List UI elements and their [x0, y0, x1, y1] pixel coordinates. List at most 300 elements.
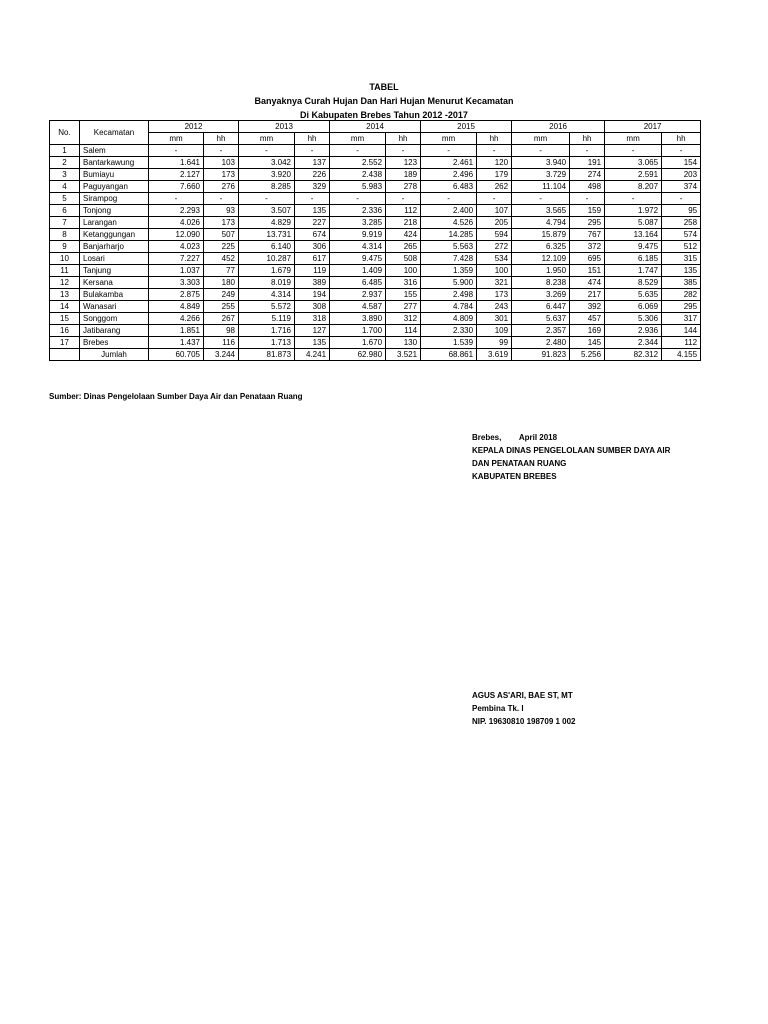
mm-cell: - — [421, 193, 477, 205]
mm-cell: 2.496 — [421, 169, 477, 181]
header-year: 2013 — [239, 121, 330, 133]
mm-cell: 1.539 — [421, 337, 477, 349]
mm-cell: 3.565 — [512, 205, 570, 217]
row-number: 9 — [50, 241, 80, 253]
mm-cell: - — [239, 193, 295, 205]
hh-cell: 173 — [204, 217, 239, 229]
mm-cell: - — [605, 193, 662, 205]
hh-cell: 317 — [662, 313, 701, 325]
mm-cell: 2.357 — [512, 325, 570, 337]
table-body — [50, 145, 701, 349]
hh-cell: 205 — [477, 217, 512, 229]
hh-cell: 218 — [386, 217, 421, 229]
table-title: Banyaknya Curah Hujan Dan Hari Hujan Menurut Kecamatan — [254, 96, 514, 106]
table-row — [50, 337, 701, 349]
header-mm: mm — [149, 133, 204, 145]
total-mm-cell: 82.312 — [605, 349, 662, 361]
hh-cell: 272 — [477, 241, 512, 253]
hh-cell: 498 — [570, 181, 605, 193]
hh-cell: 457 — [570, 313, 605, 325]
hh-cell: 474 — [570, 277, 605, 289]
hh-cell: - — [662, 145, 701, 157]
hh-cell: 276 — [204, 181, 239, 193]
mm-cell: 2.937 — [330, 289, 386, 301]
hh-cell: 274 — [570, 169, 605, 181]
row-number: 13 — [50, 289, 80, 301]
hh-cell: 154 — [662, 157, 701, 169]
hh-cell: 109 — [477, 325, 512, 337]
table-row — [50, 289, 701, 301]
hh-cell: 112 — [662, 337, 701, 349]
mm-cell: - — [149, 145, 204, 157]
hh-cell: 120 — [477, 157, 512, 169]
row-number: 7 — [50, 217, 80, 229]
mm-cell: - — [605, 145, 662, 157]
row-number: 3 — [50, 169, 80, 181]
header-hh: hh — [662, 133, 701, 145]
table-row — [50, 301, 701, 313]
mm-cell: 5.637 — [512, 313, 570, 325]
hh-cell: 217 — [570, 289, 605, 301]
mm-cell: 3.065 — [605, 157, 662, 169]
kecamatan-name: Ketanggungan — [80, 229, 149, 241]
header-hh: hh — [570, 133, 605, 145]
mm-cell: 1.713 — [239, 337, 295, 349]
mm-cell: 7.428 — [421, 253, 477, 265]
hh-cell: 316 — [386, 277, 421, 289]
office-line-1: KEPALA DINAS PENGELOLAAN SUMBER DAYA AIR — [472, 446, 671, 455]
hh-cell: 112 — [386, 205, 421, 217]
mm-cell: 8.207 — [605, 181, 662, 193]
kecamatan-name: Jatibarang — [80, 325, 149, 337]
mm-cell: 5.900 — [421, 277, 477, 289]
kecamatan-name: Paguyangan — [80, 181, 149, 193]
office-line-2: DAN PENATAAN RUANG — [472, 459, 567, 468]
row-number: 4 — [50, 181, 80, 193]
header-no: No. — [50, 121, 80, 145]
table-row — [50, 145, 701, 157]
hh-cell: 295 — [662, 301, 701, 313]
header-mm: mm — [512, 133, 570, 145]
hh-cell: 194 — [295, 289, 330, 301]
hh-cell: 119 — [295, 265, 330, 277]
mm-cell: 2.936 — [605, 325, 662, 337]
hh-cell: 103 — [204, 157, 239, 169]
hh-cell: 278 — [386, 181, 421, 193]
row-number: 17 — [50, 337, 80, 349]
hh-cell: 116 — [204, 337, 239, 349]
table-row — [50, 241, 701, 253]
header-year: 2014 — [330, 121, 421, 133]
hh-cell: 392 — [570, 301, 605, 313]
mm-cell: 1.700 — [330, 325, 386, 337]
hh-cell: 508 — [386, 253, 421, 265]
table-row — [50, 313, 701, 325]
hh-cell: 258 — [662, 217, 701, 229]
header-hh: hh — [295, 133, 330, 145]
hh-cell: 180 — [204, 277, 239, 289]
total-hh-cell: 4.241 — [295, 349, 330, 361]
mm-cell: - — [421, 145, 477, 157]
signature-block-bottom — [472, 689, 576, 728]
hh-cell: 318 — [295, 313, 330, 325]
hh-cell: 100 — [386, 265, 421, 277]
mm-cell: 4.794 — [512, 217, 570, 229]
table-caption: TABEL — [369, 82, 399, 92]
hh-cell: 389 — [295, 277, 330, 289]
mm-cell: 4.314 — [330, 241, 386, 253]
hh-cell: 574 — [662, 229, 701, 241]
hh-cell: 452 — [204, 253, 239, 265]
mm-cell: 5.119 — [239, 313, 295, 325]
mm-cell: 2.591 — [605, 169, 662, 181]
mm-cell: 2.330 — [421, 325, 477, 337]
mm-cell: 3.890 — [330, 313, 386, 325]
hh-cell: 159 — [570, 205, 605, 217]
total-hh-cell: 3.619 — [477, 349, 512, 361]
kecamatan-name: Larangan — [80, 217, 149, 229]
total-row — [50, 349, 701, 361]
hh-cell: 306 — [295, 241, 330, 253]
mm-cell: 3.042 — [239, 157, 295, 169]
mm-cell: 9.475 — [605, 241, 662, 253]
table-row — [50, 325, 701, 337]
hh-cell: - — [477, 145, 512, 157]
hh-cell: - — [295, 193, 330, 205]
table-row — [50, 217, 701, 229]
mm-cell: 7.660 — [149, 181, 204, 193]
mm-cell: 3.940 — [512, 157, 570, 169]
hh-cell: 267 — [204, 313, 239, 325]
hh-cell: 265 — [386, 241, 421, 253]
mm-cell: 4.829 — [239, 217, 295, 229]
mm-cell: 4.849 — [149, 301, 204, 313]
hh-cell: 189 — [386, 169, 421, 181]
mm-cell: 2.498 — [421, 289, 477, 301]
table-row — [50, 157, 701, 169]
header-mm: mm — [421, 133, 477, 145]
hh-cell: - — [386, 193, 421, 205]
mm-cell: 4.809 — [421, 313, 477, 325]
row-number: 12 — [50, 277, 80, 289]
hh-cell: 534 — [477, 253, 512, 265]
hh-cell: 191 — [570, 157, 605, 169]
kecamatan-name: Banjarharjo — [80, 241, 149, 253]
total-mm-cell: 91.823 — [512, 349, 570, 361]
hh-cell: - — [295, 145, 330, 157]
hh-cell: 173 — [477, 289, 512, 301]
mm-cell: 9.475 — [330, 253, 386, 265]
mm-cell: 4.587 — [330, 301, 386, 313]
mm-cell: 13.164 — [605, 229, 662, 241]
mm-cell: 2.400 — [421, 205, 477, 217]
hh-cell: 99 — [477, 337, 512, 349]
kecamatan-name: Salem — [80, 145, 149, 157]
kecamatan-name: Bantarkawung — [80, 157, 149, 169]
mm-cell: 6.325 — [512, 241, 570, 253]
mm-cell: 1.851 — [149, 325, 204, 337]
total-mm-cell: 81.873 — [239, 349, 295, 361]
row-number: 2 — [50, 157, 80, 169]
mm-cell: 6.069 — [605, 301, 662, 313]
mm-cell: 4.314 — [239, 289, 295, 301]
mm-cell: 3.507 — [239, 205, 295, 217]
hh-cell: 130 — [386, 337, 421, 349]
row-number: 14 — [50, 301, 80, 313]
total-hh-cell: 3.521 — [386, 349, 421, 361]
header-mm: mm — [605, 133, 662, 145]
kecamatan-name: Wanasari — [80, 301, 149, 313]
hh-cell: 507 — [204, 229, 239, 241]
hh-cell: 249 — [204, 289, 239, 301]
place-date: Brebes, April 2018 — [472, 433, 558, 442]
kecamatan-name: Tanjung — [80, 265, 149, 277]
table-row — [50, 229, 701, 241]
mm-cell: - — [512, 145, 570, 157]
hh-cell: 151 — [570, 265, 605, 277]
hh-cell: 227 — [295, 217, 330, 229]
hh-cell: 674 — [295, 229, 330, 241]
kecamatan-name: Sirampog — [80, 193, 149, 205]
hh-cell: 262 — [477, 181, 512, 193]
hh-cell: - — [204, 145, 239, 157]
header-row-years — [50, 121, 701, 133]
mm-cell: 13.731 — [239, 229, 295, 241]
mm-cell: 3.303 — [149, 277, 204, 289]
hh-cell: 767 — [570, 229, 605, 241]
hh-cell: 372 — [570, 241, 605, 253]
mm-cell: - — [239, 145, 295, 157]
mm-cell: 5.087 — [605, 217, 662, 229]
table-row — [50, 181, 701, 193]
total-mm-cell: 60.705 — [149, 349, 204, 361]
mm-cell: 1.037 — [149, 265, 204, 277]
mm-cell: 8.285 — [239, 181, 295, 193]
mm-cell: 6.485 — [330, 277, 386, 289]
hh-cell: 329 — [295, 181, 330, 193]
row-number: 16 — [50, 325, 80, 337]
row-number: 8 — [50, 229, 80, 241]
mm-cell: 4.526 — [421, 217, 477, 229]
mm-cell: 1.437 — [149, 337, 204, 349]
kecamatan-name: Brebes — [80, 337, 149, 349]
mm-cell: 1.679 — [239, 265, 295, 277]
row-number: 5 — [50, 193, 80, 205]
hh-cell: 315 — [662, 253, 701, 265]
hh-cell: 594 — [477, 229, 512, 241]
mm-cell: 2.344 — [605, 337, 662, 349]
kecamatan-name: Songgom — [80, 313, 149, 325]
hh-cell: 144 — [662, 325, 701, 337]
mm-cell: 1.747 — [605, 265, 662, 277]
rainfall-table — [49, 120, 701, 361]
source-note: Sumber: Dinas Pengelolaan Sumber Daya Air dan Penataan Ruang — [49, 392, 303, 401]
kecamatan-name: Bulakamba — [80, 289, 149, 301]
mm-cell: 1.409 — [330, 265, 386, 277]
mm-cell: 6.140 — [239, 241, 295, 253]
mm-cell: 2.293 — [149, 205, 204, 217]
mm-cell: 3.920 — [239, 169, 295, 181]
hh-cell: 617 — [295, 253, 330, 265]
hh-cell: 135 — [662, 265, 701, 277]
mm-cell: - — [149, 193, 204, 205]
mm-cell: 6.483 — [421, 181, 477, 193]
mm-cell: 5.983 — [330, 181, 386, 193]
signatory-nip: NIP. 19630810 198709 1 002 — [472, 717, 576, 726]
hh-cell: 179 — [477, 169, 512, 181]
hh-cell: 695 — [570, 253, 605, 265]
hh-cell: 77 — [204, 265, 239, 277]
hh-cell: 173 — [204, 169, 239, 181]
hh-cell: 243 — [477, 301, 512, 313]
table-row — [50, 205, 701, 217]
mm-cell: 3.269 — [512, 289, 570, 301]
header-year: 2017 — [605, 121, 701, 133]
mm-cell: 6.447 — [512, 301, 570, 313]
hh-cell: 114 — [386, 325, 421, 337]
mm-cell: 1.641 — [149, 157, 204, 169]
header-year: 2012 — [149, 121, 239, 133]
hh-cell: - — [570, 193, 605, 205]
mm-cell: 1.359 — [421, 265, 477, 277]
hh-cell: 374 — [662, 181, 701, 193]
header-hh: hh — [386, 133, 421, 145]
header-hh: hh — [477, 133, 512, 145]
mm-cell: 8.529 — [605, 277, 662, 289]
hh-cell: 203 — [662, 169, 701, 181]
hh-cell: 255 — [204, 301, 239, 313]
table-row — [50, 253, 701, 265]
header-hh: hh — [204, 133, 239, 145]
hh-cell: 98 — [204, 325, 239, 337]
mm-cell: 2.127 — [149, 169, 204, 181]
mm-cell: 4.026 — [149, 217, 204, 229]
mm-cell: 1.950 — [512, 265, 570, 277]
mm-cell: - — [512, 193, 570, 205]
mm-cell: 3.285 — [330, 217, 386, 229]
hh-cell: 169 — [570, 325, 605, 337]
mm-cell: 5.306 — [605, 313, 662, 325]
mm-cell: 4.023 — [149, 241, 204, 253]
row-number: 11 — [50, 265, 80, 277]
hh-cell: 295 — [570, 217, 605, 229]
header-year: 2015 — [421, 121, 512, 133]
kecamatan-name: Tonjong — [80, 205, 149, 217]
kecamatan-name: Losari — [80, 253, 149, 265]
row-number: 6 — [50, 205, 80, 217]
mm-cell: 2.552 — [330, 157, 386, 169]
row-number: 15 — [50, 313, 80, 325]
hh-cell: 155 — [386, 289, 421, 301]
mm-cell: 2.461 — [421, 157, 477, 169]
table-row — [50, 265, 701, 277]
hh-cell: 312 — [386, 313, 421, 325]
hh-cell: 93 — [204, 205, 239, 217]
mm-cell: 2.336 — [330, 205, 386, 217]
mm-cell: 4.266 — [149, 313, 204, 325]
hh-cell: - — [662, 193, 701, 205]
table-row — [50, 193, 701, 205]
table-row — [50, 169, 701, 181]
total-hh-cell: 5.256 — [570, 349, 605, 361]
hh-cell: 95 — [662, 205, 701, 217]
hh-cell: 321 — [477, 277, 512, 289]
mm-cell: - — [330, 145, 386, 157]
signature-block-top — [472, 431, 670, 483]
mm-cell: 3.729 — [512, 169, 570, 181]
mm-cell: 9.919 — [330, 229, 386, 241]
hh-cell: 282 — [662, 289, 701, 301]
hh-cell: 135 — [295, 205, 330, 217]
hh-cell: 308 — [295, 301, 330, 313]
total-mm-cell: 62.980 — [330, 349, 386, 361]
hh-cell: - — [204, 193, 239, 205]
office-line-3: KABUPATEN BREBES — [472, 472, 557, 481]
mm-cell: 5.635 — [605, 289, 662, 301]
table-row — [50, 277, 701, 289]
hh-cell: 226 — [295, 169, 330, 181]
total-no-cell — [50, 349, 80, 361]
mm-cell: - — [330, 193, 386, 205]
hh-cell: 123 — [386, 157, 421, 169]
hh-cell: - — [386, 145, 421, 157]
signatory-name: AGUS AS'ARI, BAE ST, MT — [472, 691, 573, 700]
hh-cell: 107 — [477, 205, 512, 217]
hh-cell: 145 — [570, 337, 605, 349]
hh-cell: 301 — [477, 313, 512, 325]
mm-cell: 11.104 — [512, 181, 570, 193]
hh-cell: 385 — [662, 277, 701, 289]
signatory-rank: Pembina Tk. I — [472, 704, 524, 713]
mm-cell: 12.109 — [512, 253, 570, 265]
hh-cell: - — [477, 193, 512, 205]
total-label: Jumlah — [80, 349, 149, 361]
hh-cell: 225 — [204, 241, 239, 253]
hh-cell: 135 — [295, 337, 330, 349]
header-mm: mm — [330, 133, 386, 145]
row-number: 1 — [50, 145, 80, 157]
row-number: 10 — [50, 253, 80, 265]
mm-cell: 7.227 — [149, 253, 204, 265]
mm-cell: 5.572 — [239, 301, 295, 313]
hh-cell: 424 — [386, 229, 421, 241]
mm-cell: 8.238 — [512, 277, 570, 289]
hh-cell: 512 — [662, 241, 701, 253]
header-mm: mm — [239, 133, 295, 145]
mm-cell: 14.285 — [421, 229, 477, 241]
header-kecamatan: Kecamatan — [80, 121, 149, 145]
total-hh-cell: 4.155 — [662, 349, 701, 361]
mm-cell: 2.438 — [330, 169, 386, 181]
hh-cell: - — [570, 145, 605, 157]
hh-cell: 277 — [386, 301, 421, 313]
mm-cell: 10.287 — [239, 253, 295, 265]
total-hh-cell: 3.244 — [204, 349, 239, 361]
mm-cell: 8.019 — [239, 277, 295, 289]
hh-cell: 127 — [295, 325, 330, 337]
mm-cell: 2.875 — [149, 289, 204, 301]
mm-cell: 12.090 — [149, 229, 204, 241]
mm-cell: 1.670 — [330, 337, 386, 349]
header-year: 2016 — [512, 121, 605, 133]
table-subtitle: Di Kabupaten Brebes Tahun 2012 -2017 — [300, 110, 468, 120]
hh-cell: 137 — [295, 157, 330, 169]
mm-cell: 15.879 — [512, 229, 570, 241]
mm-cell: 1.716 — [239, 325, 295, 337]
mm-cell: 6.185 — [605, 253, 662, 265]
mm-cell: 4.784 — [421, 301, 477, 313]
kecamatan-name: Kersana — [80, 277, 149, 289]
